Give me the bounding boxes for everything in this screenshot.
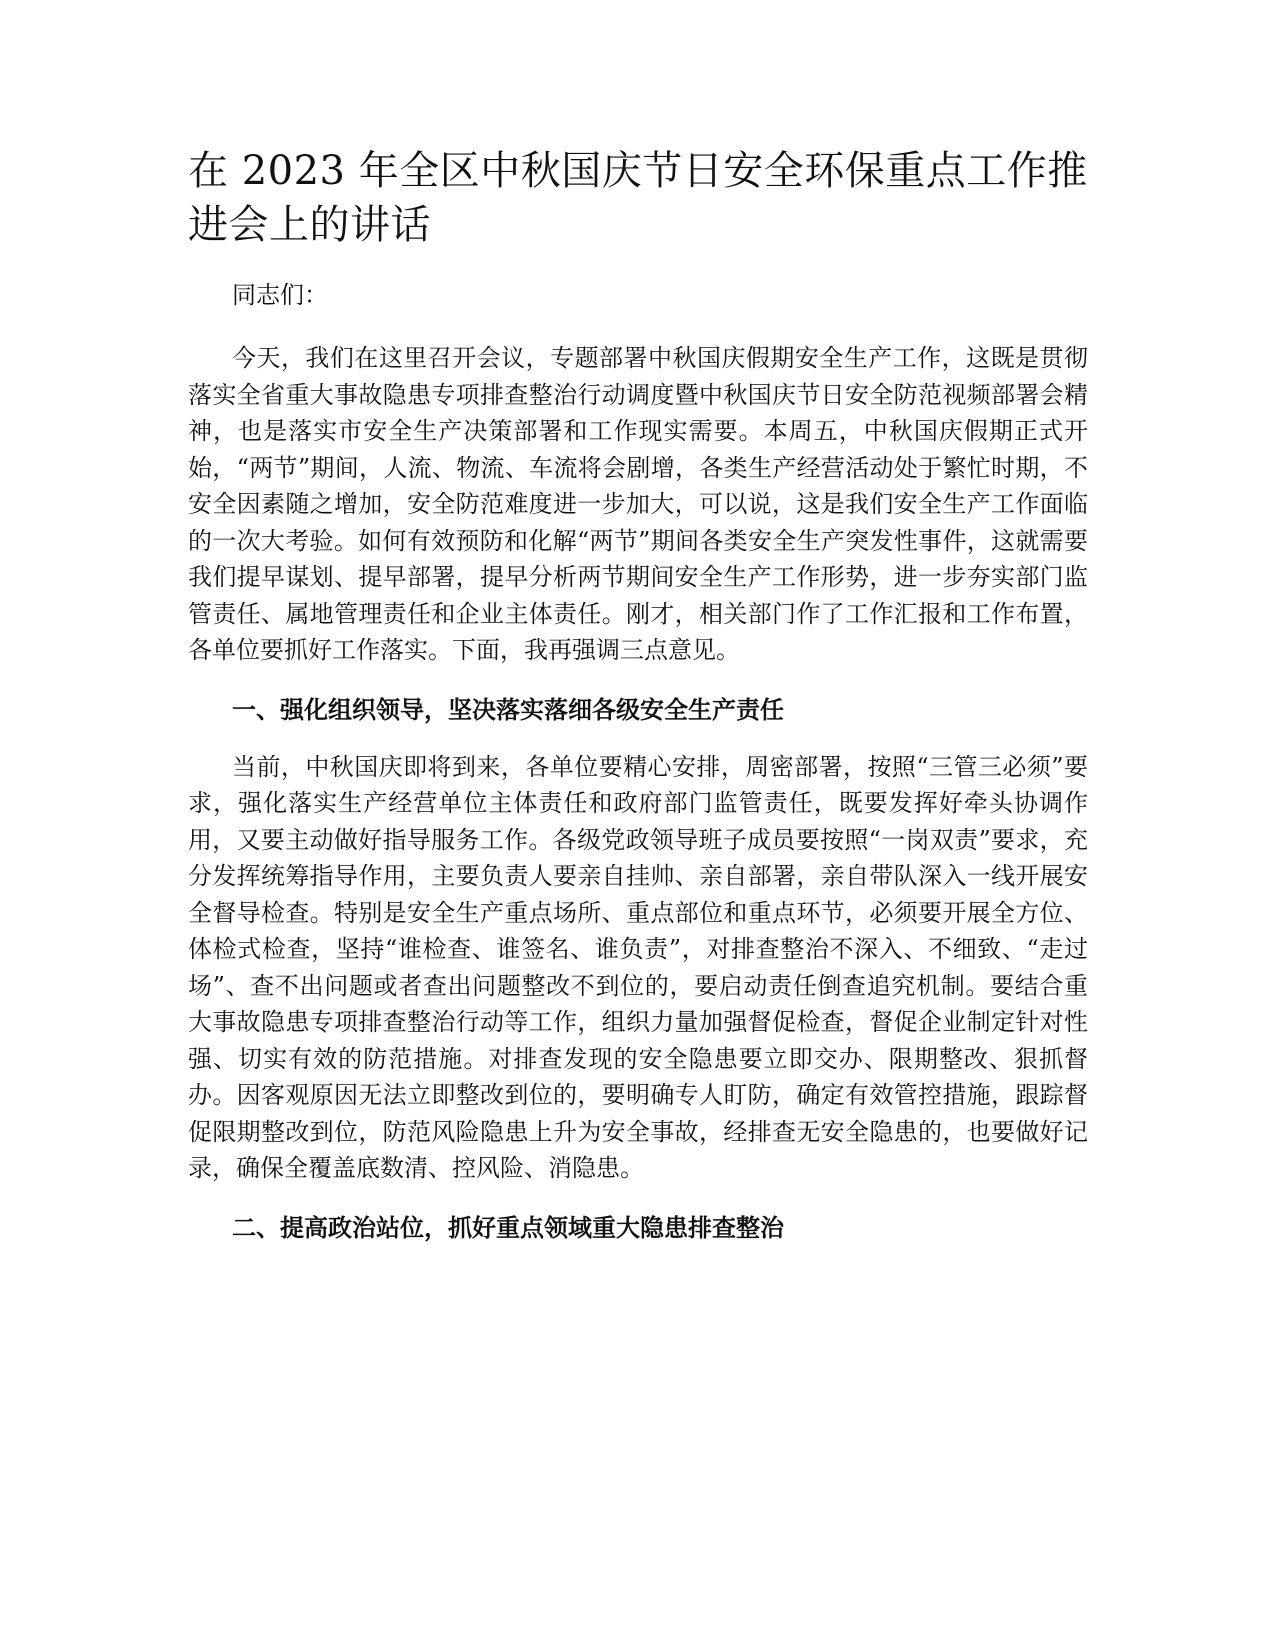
salutation: 同志们：	[232, 281, 328, 309]
document-title: 在 2023 年全区中秋国庆节日安全环保重点工作推进会上的讲话	[188, 148, 1088, 248]
section-1-paragraph: 当前，中秋国庆即将到来，各单位要精心安排，周密部署，按照“三管三必须”要求，强化落实生产经营单位主体责任和政府部门监管责任，既要发挥好牵头协调作用，又要主动做好指导服务工作。各级党政领导班子成员要按照“一岗双责”要求，充分发挥统筹指导作用，主要负责人要亲自挂帅、亲自部署，亲自带队深入一线开展安全督导检查。特别是安全生产重点场所、重点部位和重点环节，必须要开展全方位、体检式检查，坚持“谁检查、谁签名、谁负责”，对排查整治不深入、不细致、“走过场”、查不出问题或者查出问题整改不到位的，要启动责任倒查追究机制。要结合重大事故隐患专项排查整治行动等工作，组织力量加强督促检查，督促企业制定针对性强、切实有效的防范措施。对排查发现的安全隐患要立即交办、限期整改、狠抓督办。因客观原因无法立即整改到位的，要明确专人盯防，确定有效管控措施，跟踪督促限期整改到位，防范风险隐患上升为安全事故，经排查无安全隐患的，也要做好记录，确保全覆盖底数清、控风险、消隐患。	[188, 752, 1088, 1182]
section-heading-2: 二、提高政治站位，抓好重点领域重大隐患排查整治	[232, 1212, 784, 1242]
document-page	[188, 144, 1088, 1247]
section-heading-1: 一、强化组织领导，坚决落实落细各级安全生产责任	[232, 694, 784, 724]
intro-paragraph: 今天，我们在这里召开会议，专题部署中秋国庆假期安全生产工作，这既是贯彻落实全省重大事故隐患专项排查整治行动调度暨中秋国庆节日安全防范视频部署会精神，也是落实市安全生产决策部署和工作现实需要。本周五，中秋国庆假期正式开始，“两节”期间，人流、物流、车流将会剧增，各类生产经营活动处于繁忙时期，不安全因素随之增加，安全防范难度进一步加大，可以说，这是我们安全生产工作面临的一次大考验。如何有效预防和化解“两节”期间各类安全生产突发性事件，这就需要我们提早谋划、提早部署，提早分析两节期间安全生产工作形势，进一步夯实部门监管责任、属地管理责任和企业主体责任。刚才，相关部门作了工作汇报和工作布置，各单位要抓好工作落实。下面，我再强调三点意见。	[188, 344, 1088, 664]
